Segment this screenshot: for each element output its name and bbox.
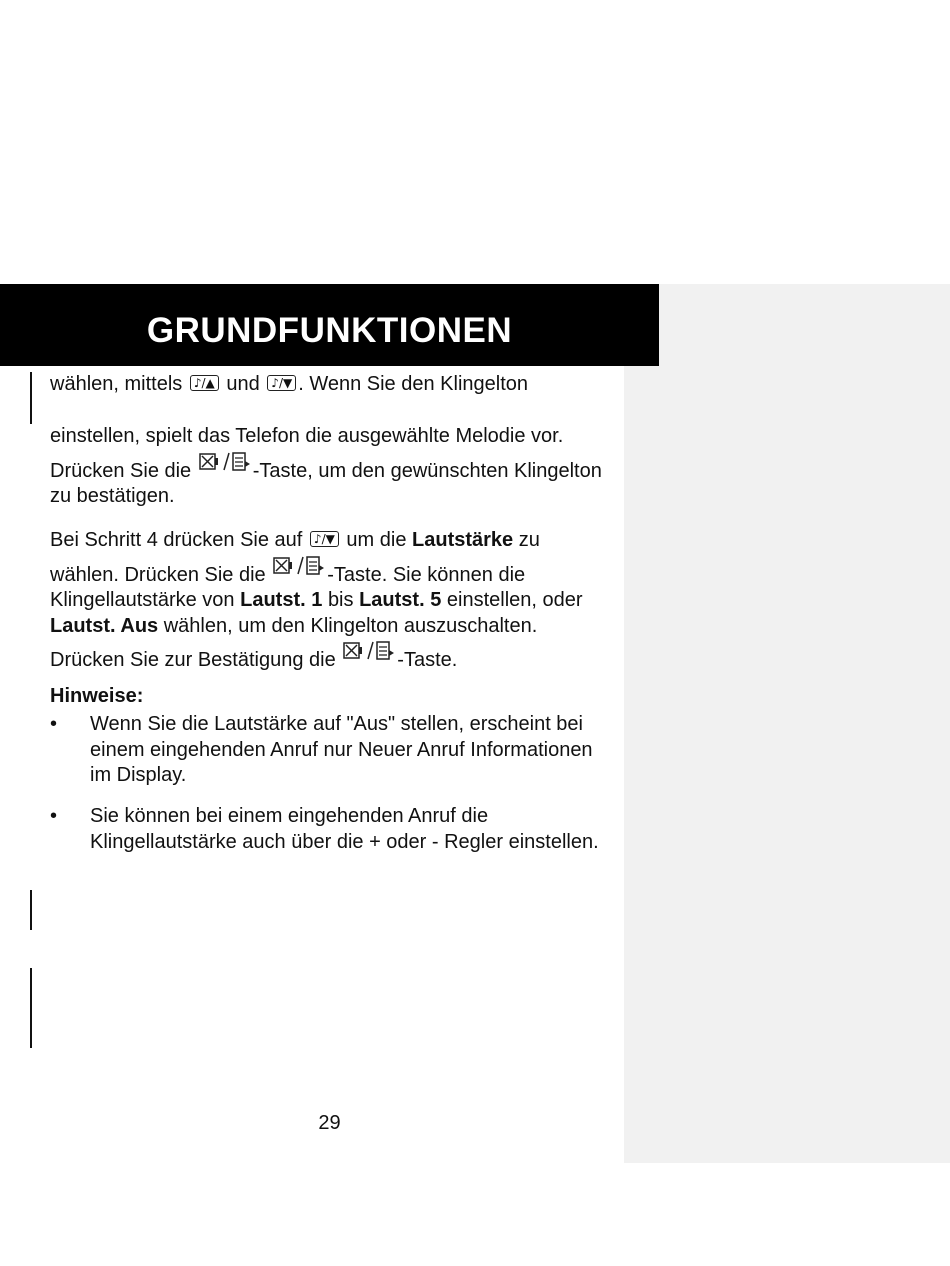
mute-menu-key-icon bbox=[342, 639, 396, 665]
change-bar bbox=[30, 890, 32, 930]
note-text: Wenn Sie die Lautstärke auf "Aus" stellen, erscheint bei einem eingehenden Anruf nur Neuer Anruf Informationen im Display. bbox=[90, 713, 593, 786]
notes-heading: Hinweise: bbox=[50, 685, 144, 707]
bullet-icon: • bbox=[50, 805, 58, 827]
grey-side-panel bbox=[624, 284, 950, 1163]
bullet-icon: • bbox=[50, 713, 58, 735]
note-text: Sie können bei einem eingehenden Anruf die Klingellautstärke auch über die + oder - Regler einstellen. bbox=[90, 805, 599, 853]
melody-up-key-icon: ♪/▲ bbox=[190, 375, 219, 391]
paragraph-volume: Bei Schritt 4 drücken Sie auf ♪/▼ um die Lautstärke zu wählen. Drücken Sie die -Taste. Sie können die Klingellautstärke von Lautst. 1 bis Lautst. 5 einstellen, oder Lautst. Aus wählen, um den Klingelton auszuschalten. Drücken Sie zur Bestätigung die -Taste. bbox=[50, 529, 583, 671]
mute-menu-key-icon bbox=[272, 554, 326, 580]
change-bar bbox=[30, 968, 32, 1048]
section-header-bar bbox=[0, 284, 659, 366]
volume-down-key-icon: ♪/▼ bbox=[310, 531, 339, 547]
page-number: 29 bbox=[318, 1112, 341, 1134]
change-bar bbox=[30, 372, 32, 424]
section-title: GRUNDFUNKTIONEN bbox=[146, 311, 513, 350]
mute-menu-key-icon bbox=[198, 450, 252, 476]
melody-down-key-icon: ♪/▼ bbox=[267, 375, 296, 391]
paragraph-melody: einstellen, spielt das Telefon die ausgewählte Melodie vor. Drücken Sie die -Taste, um den gewünschten Klingelton zu bestätigen. bbox=[50, 425, 602, 507]
paragraph-melody-line: wählen, mittels ♪/▲ und ♪/▼ . Wenn Sie den Klingelton bbox=[50, 373, 529, 395]
